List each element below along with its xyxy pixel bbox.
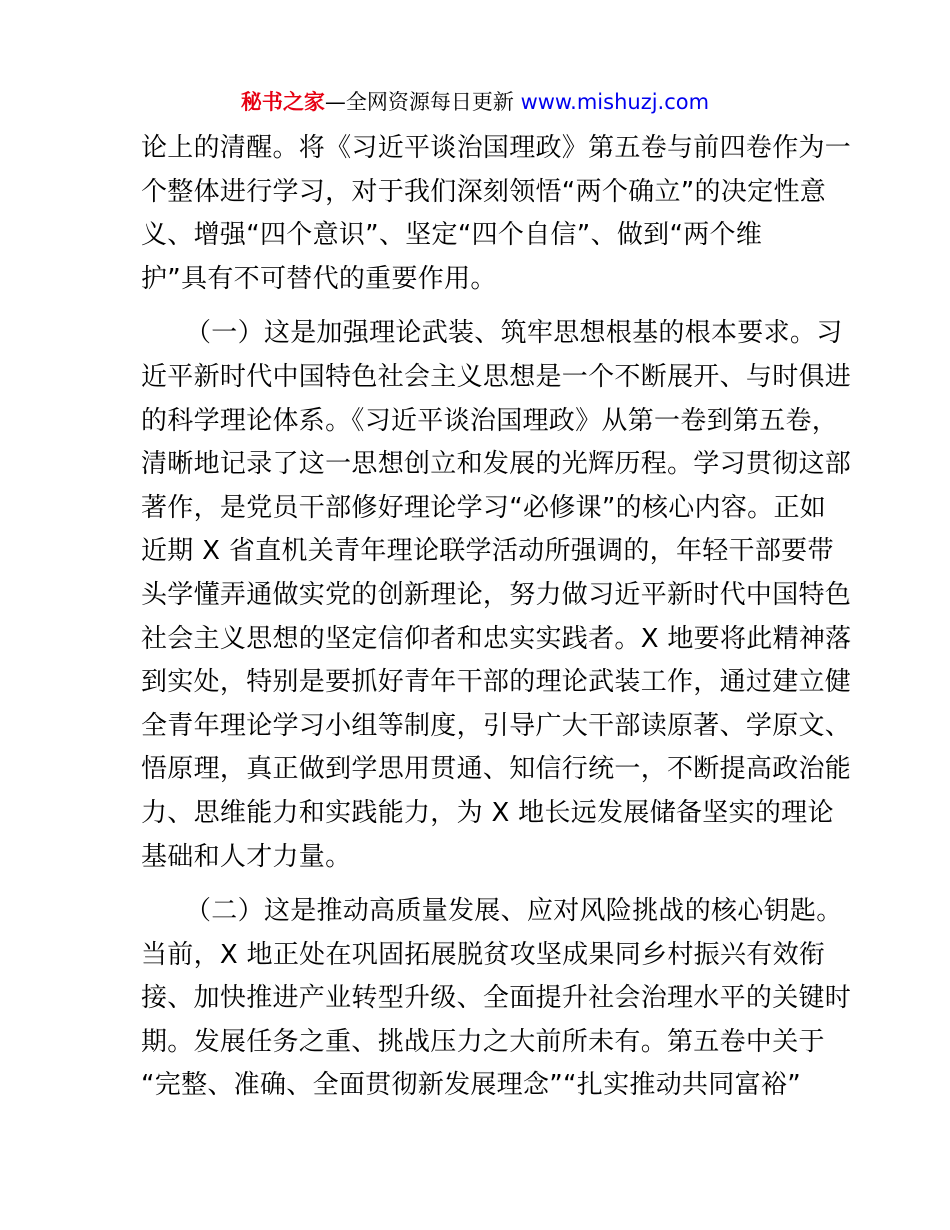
page-header — [0, 86, 950, 118]
text-line: 著作，是党员干部修好理论学习“必修课”的核心内容。正如 — [141, 492, 827, 523]
text-line: 义、增强“四个意识”、坚定“四个自信”、做到“两个维 — [141, 220, 763, 251]
text-line: 护”具有不可替代的重要作用。 — [141, 263, 497, 294]
text-line: 社会主义思想的坚定信仰者和忠实实践者。X 地要将此精神落 — [141, 623, 852, 654]
text-line: 论上的清醒。将《习近平谈治国理政》第五卷与前四卷作为一 — [141, 133, 852, 163]
site-url-link[interactable]: www.mishuzj.com — [520, 90, 710, 114]
text-line: “完整、准确、全面贯彻新发展理念”“扎实推动共同富裕” — [141, 1070, 801, 1101]
text-line: 当前，X 地正处在巩固拓展脱贫攻坚成果同乡村振兴有效衔 — [141, 939, 826, 970]
text-line: 头学懂弄通做实党的创新理论，努力做习近平新时代中国特色 — [141, 579, 852, 610]
text-line: 近期 X 省直机关青年理论联学活动所强调的，年轻干部要带 — [141, 536, 834, 567]
text-line: 近平新时代中国特色社会主义思想是一个不断展开、与时俱进 — [141, 361, 852, 392]
text-line: 到实处，特别是要抓好青年干部的理论武装工作，通过建立健 — [141, 667, 852, 698]
document-body — [141, 127, 852, 1108]
paragraph-1 — [141, 127, 852, 301]
text-line: 接、加快推进产业转型升级、全面提升社会治理水平的关键时 — [141, 983, 852, 1014]
text-line: 力、思维能力和实践能力，为 X 地长远发展储备坚实的理论 — [141, 797, 834, 828]
text-line: 期。发展任务之重、挑战压力之大前所未有。第五卷中关于 — [141, 1026, 825, 1057]
text-line: 个整体进行学习，对于我们深刻领悟“两个确立”的决定性意 — [141, 176, 827, 207]
header-tagline: —全网资源每日更新 — [324, 90, 514, 114]
paragraph-2 — [141, 312, 852, 879]
text-line: 的科学理论体系。《习近平谈治国理政》从第一卷到第五卷， — [141, 405, 839, 436]
paragraph-3 — [141, 890, 852, 1108]
text-line: 悟原理，真正做到学思用贯通、知信行统一，不断提高政治能 — [141, 754, 852, 785]
text-line: （一）这是加强理论武装、筑牢思想根基的根本要求。习 — [185, 318, 843, 349]
text-line: （二）这是推动高质量发展、应对风险挑战的核心钥匙。 — [185, 896, 843, 927]
brand-name: 秘书之家 — [240, 90, 325, 114]
text-line: 基础和人才力量。 — [141, 841, 352, 872]
text-line: 清晰地记录了这一思想创立和发展的光辉历程。学习贯彻这部 — [141, 449, 852, 480]
text-line: 全青年理论学习小组等制度，引导广大干部读原著、学原文、 — [141, 710, 852, 741]
